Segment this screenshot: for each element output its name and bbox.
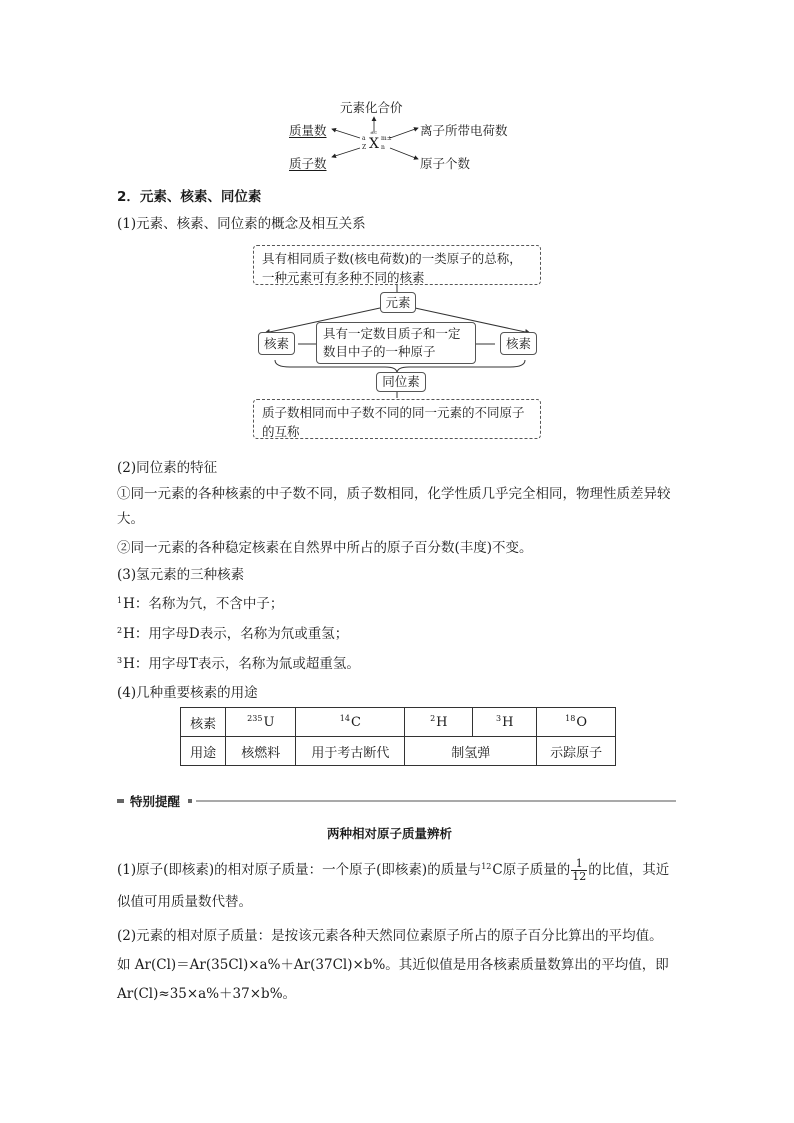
tip-title: 两种相对原子质量辨析 — [327, 826, 453, 841]
table-cell: 制氢弹 — [405, 737, 537, 766]
tip-marker-end — [188, 799, 192, 803]
tip-point-1: (1)原子(即核素)的相对原子质量：一个原子(即核素)的质量与$^{12}$C原子质量的 $\frac{1}{12}$ 的比值，其近 — [117, 857, 670, 883]
notation-arrows — [320, 110, 430, 170]
table-cell: $^{235}$U — [226, 708, 296, 737]
features-point-1: ①同一元素的各种核素的中子数不同，质子数相同，化学性质几乎完全相同，物理性质差异较大。 — [117, 486, 671, 527]
nuclide-node-right: 核素 — [500, 332, 537, 355]
isotope-definition-box: 质子数相同而中子数不同的同一元素的不同原子的互称 — [253, 399, 541, 439]
table-cell: 核素 — [181, 708, 226, 737]
nuclide-node-left: 核素 — [258, 332, 295, 355]
tip-formula: 如 Ar(Cl)＝Ar(35Cl)×a%＋Ar(37Cl)×b%。其近似值是用各核素质量数算出的平均值，即 — [117, 957, 669, 973]
features-point-2: ②同一元素的各种稳定核素在自然界中所占的原子百分数(丰度)不变。 — [117, 540, 533, 556]
table-cell: $^2$H — [405, 708, 473, 737]
tip-approximation: Ar(Cl)≈35×a%＋37×b%。 — [117, 986, 297, 1002]
table-cell: $^3$H — [473, 708, 537, 737]
table-header-row — [181, 708, 616, 737]
table-cell: 用途 — [181, 737, 226, 766]
hydrogen-tritium: $^3$H：用字母T表示，名称为氚或超重氢。 — [117, 656, 360, 672]
tip-label: 特别提醒 — [130, 794, 181, 809]
label-proton-number: 质子数 — [289, 156, 327, 171]
label-valence: 元素化合价 — [340, 100, 403, 115]
features-title: (2)同位素的特征 — [117, 460, 218, 476]
label-atom-count: 原子个数 — [420, 156, 471, 171]
tip-marker — [117, 799, 124, 803]
table-cell: 核燃料 — [226, 737, 296, 766]
tip-point-2: (2)元素的相对原子质量：是按该元素各种天然同位素原子所占的原子百分比算出的平均值。 — [117, 928, 663, 944]
label-ion-charge: 离子所带电荷数 — [420, 123, 508, 138]
nuclide-uses-table — [180, 707, 616, 766]
uses-title: (4)几种重要核素的用途 — [117, 685, 258, 701]
element-definition-box: 具有相同质子数(核电荷数)的一类原子的总称，一种元素可有多种不同的核素 — [253, 245, 541, 285]
table-cell: 示踪原子 — [537, 737, 616, 766]
section-heading: 2．元素、核素、同位素 — [117, 189, 262, 205]
table-cell: 用于考古断代 — [296, 737, 405, 766]
fraction-one-twelfth: $\frac{1}{12}$ — [572, 857, 587, 883]
hydrogen-title: (3)氢元素的三种核素 — [117, 567, 245, 583]
table-row — [181, 737, 616, 766]
hydrogen-protium: $^1$H：名称为氕，不含中子； — [117, 596, 284, 612]
tip-point-1-cont: 似值可用质量数代替。 — [117, 894, 252, 910]
table-cell: $^{18}$O — [537, 708, 616, 737]
table-cell: $^{14}$C — [296, 708, 405, 737]
subsection-concepts: (1)元素、核素、同位素的概念及相互关系 — [117, 216, 366, 232]
hydrogen-deuterium: $^2$H：用字母D表示，名称为氘或重氢； — [117, 626, 349, 642]
isotope-node: 同位素 — [376, 372, 426, 392]
element-node: 元素 — [380, 292, 416, 313]
nuclide-definition-box: 具有一定数目质子和一定数目中子的一种原子 — [316, 322, 476, 364]
label-mass-number: 质量数 — [289, 123, 327, 138]
tip-divider — [196, 800, 676, 802]
